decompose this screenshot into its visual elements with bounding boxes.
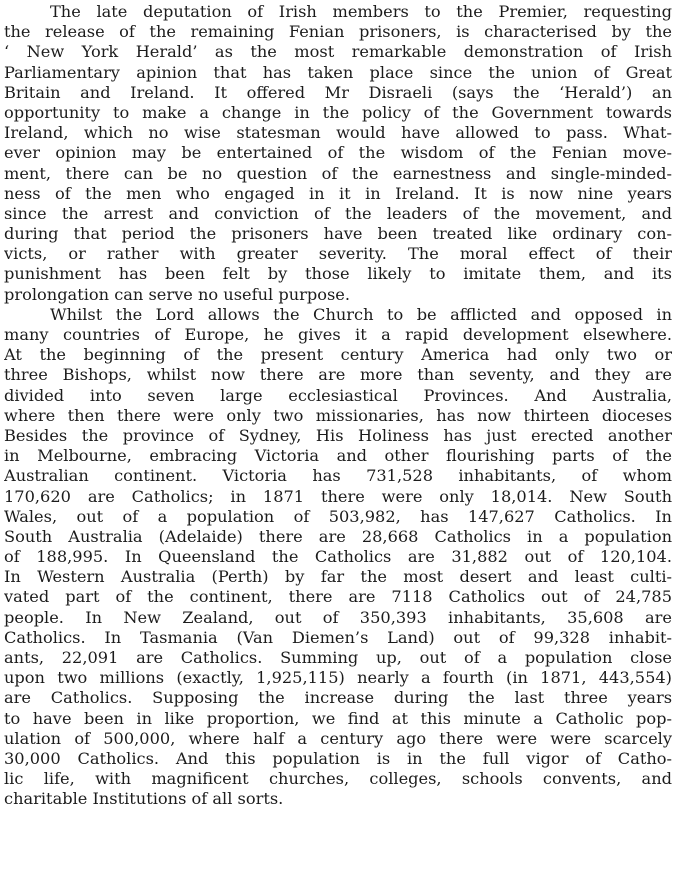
text-line: prolongation can serve no useful purpose.: [4, 284, 351, 304]
text-line: are Catholics. Supposing the increase during the last three years: [4, 688, 672, 708]
text-line: upon two millions (exactly, 1,925,115) nearly a fourth (in 1871, 443,554): [4, 668, 672, 688]
text-line: where then there were only two missionaries, has now thirteen dioceses: [4, 405, 672, 425]
text-line: 30,000 Catholics. And this population is in the full vigor of Catho-: [4, 748, 672, 768]
text-line: ulation of 500,000, where half a century ago there were were scarcely: [4, 728, 672, 748]
text-line: ants, 22,091 are Catholics. Summing up, out of a population close: [4, 648, 672, 667]
text-line: ‘ New York Herald’ as the most remarkable demonstration of Irish: [4, 42, 672, 62]
text-line: Besides the province of Sydney, His Holiness has just erected another: [4, 425, 672, 445]
text-line: ever opinion may be entertained of the wisdom of the Fenian move-: [4, 143, 672, 163]
text-line: three Bishops, whilst now there are more than seventy, and they are: [4, 365, 672, 385]
text-line: Ireland, which no wise statesman would have allowed to pass. What-: [4, 123, 672, 143]
text-line: victs, or rather with greater severity. The moral effect of their: [4, 244, 672, 264]
text-line: lic life, with magnificent churches, colleges, schools convents, and: [4, 769, 672, 789]
text-line: Whilst the Lord allows the Church to be afflicted and opposed in: [50, 304, 672, 324]
text-line: divided into seven large ecclesiastical Provinces. And Australia,: [4, 385, 672, 405]
text-line: charitable Institutions of all sorts.: [4, 789, 284, 809]
text-line: in Melbourne, embracing Victoria and other flourishing parts of the: [4, 446, 672, 466]
text-line: people. In New Zealand, out of 350,393 inhabitants, 35,608 are: [4, 607, 672, 627]
text-line: since the arrest and conviction of the leaders of the movement, and: [4, 203, 672, 223]
text-line: In Western Australia (Perth) by far the most desert and least culti-: [4, 567, 672, 587]
text-line: Parliamentary apinion that has taken place since the union of Great: [4, 62, 672, 82]
text-line: Britain and Ireland. It offered Mr Disraeli (says the ‘Herald’) an: [4, 82, 672, 102]
text-line: South Australia (Adelaide) there are 28,668 Catholics in a population: [4, 526, 672, 546]
text-line: 170,620 are Catholics; in 1871 there were only 18,014. New South: [4, 486, 672, 506]
newspaper-column: [4, 2, 672, 867]
text-line: the release of the remaining Fenian prisoners, is characterised by the: [4, 22, 672, 42]
text-line: ness of the men who engaged in it in Ireland. It is now nine years: [4, 183, 672, 203]
text-line: The late deputation of Irish members to the Premier, requesting: [50, 2, 672, 21]
text-line: Australian continent. Victoria has 731,528 inhabitants, of whom: [4, 466, 672, 486]
text-line: Catholics. In Tasmania (Van Diemen’s Land) out of 99,328 inhabit-: [4, 627, 672, 647]
text-line: many countries of Europe, he gives it a rapid development elsewhere.: [4, 325, 672, 344]
text-line: opportunity to make a change in the policy of the Government towards: [4, 102, 672, 122]
text-line: during that period the prisoners have been treated like ordinary con-: [4, 224, 672, 244]
text-line: ment, there can be no question of the earnestness and single-minded-: [4, 163, 672, 183]
text-line: punishment has been felt by those likely to imitate them, and its: [4, 264, 672, 284]
paragraph-fenian-prisoners: [4, 2, 672, 305]
paragraph-church-development: [4, 305, 672, 810]
text-line: vated part of the continent, there are 7118 Catholics out of 24,785: [4, 587, 672, 607]
text-line: of 188,995. In Queensland the Catholics are 31,882 out of 120,104.: [4, 547, 672, 567]
text-line: to have been in like proportion, we find at this minute a Catholic pop-: [4, 708, 672, 728]
text-line: At the beginning of the present century America had only two or: [4, 345, 672, 365]
text-line: Wales, out of a population of 503,982, has 147,627 Catholics. In: [4, 506, 672, 526]
